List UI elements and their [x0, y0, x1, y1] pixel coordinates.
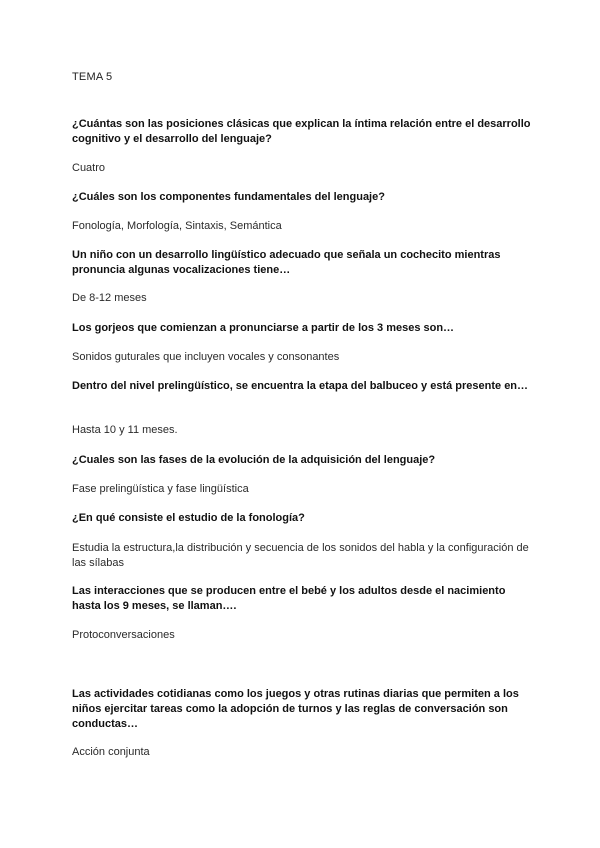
answer-7: Estudia la estructura,la distribución y secuencia de los sonidos del habla y la configuración de las sílabas [72, 542, 529, 569]
question-5: Dentro del nivel prelingüístico, se encuentra la etapa del balbuceo y está presente en… [72, 380, 529, 392]
question-2: ¿Cuáles son los componentes fundamentales del lenguaje? [72, 191, 385, 203]
question-3: Un niño con un desarrollo lingüístico adecuado que señala un cochecito mientras pronuncia algunas vocalizaciones tiene… [72, 249, 501, 276]
document-title: TEMA 5 [72, 71, 113, 83]
answer-1: Cuatro [72, 162, 106, 174]
question-9: Las actividades cotidianas como los juegos y otras rutinas diarias que permiten a los niños ejercitar tareas como la adopción de turnos y las reglas de conversación son conductas… [72, 688, 519, 730]
answer-3: De 8-12 meses [72, 292, 147, 304]
question-6: ¿Cuales son las fases de la evolución de la adquisición del lenguaje? [72, 454, 436, 466]
answer-9: Acción conjunta [72, 746, 150, 758]
answer-5: Hasta 10 y 11 meses. [72, 424, 178, 436]
answer-6: Fase prelingüística y fase lingüística [72, 483, 249, 495]
question-4: Los gorjeos que comienzan a pronunciarse a partir de los 3 meses son… [72, 322, 455, 334]
answer-4: Sonidos guturales que incluyen vocales y consonantes [72, 351, 340, 363]
question-8: Las interacciones que se producen entre el bebé y los adultos desde el nacimiento hasta los 9 meses, se llaman…. [72, 585, 506, 612]
question-1: ¿Cuántas son las posiciones clásicas que explican la íntima relación entre el desarrollo cognitivo y el desarrollo del lenguaje? [72, 118, 531, 145]
answer-2: Fonología, Morfología, Sintaxis, Semántica [72, 220, 282, 232]
answer-8: Protoconversaciones [72, 629, 175, 641]
question-7: ¿En qué consiste el estudio de la fonología? [72, 512, 305, 524]
